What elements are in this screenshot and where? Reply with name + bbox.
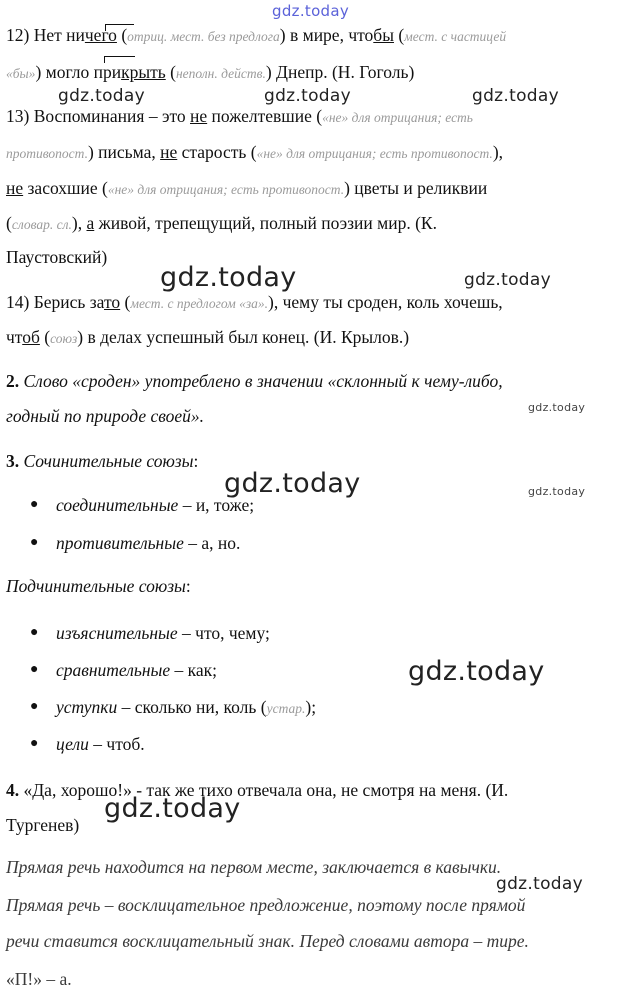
underlined-text: не <box>6 178 24 198</box>
watermark: gdz.today <box>264 86 351 106</box>
text: ); <box>305 697 317 717</box>
explanation-line-1: Прямая речь находится на первом месте, заключается в кавычки. <box>6 857 502 877</box>
text: – что, чему; <box>177 623 270 643</box>
heading: Сочинительные союзы <box>19 451 194 471</box>
text: ( <box>120 292 131 312</box>
grammar-note: мест. с предлогом «за». <box>130 296 268 311</box>
grammar-note: словар. сл. <box>11 217 72 232</box>
watermark: gdz.today <box>496 874 583 894</box>
sentence-13-line-5 <box>6 246 107 268</box>
bullet-icon: ● <box>30 736 39 751</box>
task-number: 3. <box>6 451 20 471</box>
watermark: gdz.today <box>58 86 145 106</box>
task-3-heading <box>6 450 198 472</box>
grammar-note: «не» для отрицания; есть <box>322 110 473 125</box>
text: старость ( <box>177 142 257 162</box>
watermark: gdz.today <box>528 401 586 414</box>
grammar-note: «бы» <box>6 66 36 81</box>
text: – сколько ни, коль ( <box>117 697 267 717</box>
task-4-line-1 <box>6 779 508 801</box>
text: – чтоб. <box>88 734 145 754</box>
sentence-13-line-1 <box>6 105 473 129</box>
bullet-icon: ● <box>30 625 39 640</box>
prefix-mark <box>104 56 135 63</box>
term: изъяснительные <box>56 623 178 643</box>
scheme: «П!» – а. <box>6 969 72 989</box>
list-item <box>56 494 254 516</box>
sentence-number: 12) <box>6 25 34 45</box>
underlined-text: об <box>22 327 40 347</box>
term: уступки <box>56 697 118 717</box>
underlined-text: чего <box>84 25 117 45</box>
text: ) письма, <box>87 142 161 162</box>
term: соединительные <box>56 495 179 515</box>
watermark: gdz.today <box>472 86 559 106</box>
heading: Подчинительные союзы <box>6 576 186 596</box>
watermark: gdz.today <box>528 485 586 498</box>
term: противительные <box>56 533 184 553</box>
bullet-icon: ● <box>30 662 39 677</box>
text: ), чему ты сроден, коль хочешь, <box>268 292 503 312</box>
underlined-text: бы <box>373 25 394 45</box>
task-4-line-2 <box>6 814 79 836</box>
list-item <box>56 622 270 644</box>
text: ( <box>165 62 176 82</box>
grammar-note: мест. с частицей <box>404 29 507 44</box>
grammar-note: противопост. <box>6 146 88 161</box>
text: – и, тоже; <box>178 495 255 515</box>
sentence-number: 13) <box>6 106 34 126</box>
watermark: gdz.today <box>224 468 361 499</box>
sentence-number: 14) <box>6 292 34 312</box>
text: ) Днепр. (Н. Гоголь) <box>265 62 415 82</box>
underlined-text: не <box>190 106 208 126</box>
text: пожелтевшие ( <box>207 106 323 126</box>
text: годный по природе своей». <box>6 406 204 426</box>
term: цели <box>56 734 89 754</box>
sentence-12-line-2 <box>6 61 414 85</box>
explanation-line-3: речи ставится восклицательный знак. Перед словами автора – тире. <box>6 931 529 951</box>
sentence-13-line-4 <box>6 212 437 236</box>
grammar-note: «не» для отрицания; есть противопост. <box>107 182 345 197</box>
text: Нет ни <box>33 25 85 45</box>
grammar-note: «не» для отрицания; есть противопост. <box>256 146 493 161</box>
text: засохшие ( <box>23 178 108 198</box>
sentence-12-line-1 <box>6 24 506 48</box>
task-2-line-2 <box>6 405 204 427</box>
sentence-14-line-1 <box>6 291 503 315</box>
task-2-line-1 <box>6 370 503 392</box>
watermark: gdz.today <box>408 656 545 687</box>
text: чт <box>6 327 23 347</box>
list-item <box>56 532 240 554</box>
text: : <box>193 451 199 471</box>
text: Тургенев) <box>6 815 80 835</box>
task-number: 4. <box>6 780 20 800</box>
text: ) могло при <box>35 62 122 82</box>
text: – а, но. <box>183 533 241 553</box>
text: Слово «сроден» употреблено в значении «склонный к чему-либо, <box>19 371 503 391</box>
watermark-top: gdz.today <box>272 2 350 20</box>
underlined-text: не <box>160 142 178 162</box>
text: : <box>185 576 191 596</box>
watermark: gdz.today <box>104 793 241 824</box>
watermark: gdz.today <box>160 262 297 293</box>
text: ( <box>6 213 12 233</box>
grammar-note: союз <box>50 331 78 346</box>
sentence-13-line-2 <box>6 141 503 165</box>
text: Паустовский) <box>6 247 108 267</box>
text: – как; <box>170 660 218 680</box>
underlined-text: крыть <box>121 62 166 82</box>
list-item <box>56 659 217 681</box>
list-item <box>56 696 316 720</box>
grammar-note: неполн. действ. <box>175 66 266 81</box>
text: ), <box>71 213 87 233</box>
text: Воспоминания – это <box>33 106 191 126</box>
text: Берись за <box>33 292 104 312</box>
text: ) в делах успешный был конец. (И. Крылов.) <box>77 327 410 347</box>
text: живой, трепещущий, полный поэзии мир. (К. <box>94 213 437 233</box>
watermark: gdz.today <box>464 270 551 290</box>
bullet-icon: ● <box>30 699 39 714</box>
text: ), <box>492 142 504 162</box>
text: ( <box>393 25 405 45</box>
sentence-14-line-2 <box>6 326 409 350</box>
underlined-text: то <box>104 292 121 312</box>
term: сравнительные <box>56 660 171 680</box>
underlined-text: а <box>86 213 95 233</box>
text: «Да, хорошо!» - так же тихо отвечала она, не смотря на меня. (И. <box>19 780 509 800</box>
bullet-icon: ● <box>30 497 39 512</box>
list-item <box>56 733 145 755</box>
grammar-note: отриц. мест. без предлога <box>127 29 280 44</box>
subheading <box>6 575 191 597</box>
sentence-13-line-3 <box>6 177 487 201</box>
text: ( <box>116 25 128 45</box>
text: ( <box>39 327 51 347</box>
explanation-line-2: Прямая речь – восклицательное предложение, поэтому после прямой <box>6 895 526 915</box>
grammar-note: устар. <box>266 701 306 716</box>
text: ) в мире, что <box>279 25 374 45</box>
text: ) цветы и реликвии <box>344 178 488 198</box>
task-number: 2. <box>6 371 20 391</box>
morpheme-arc <box>105 24 134 31</box>
bullet-icon: ● <box>30 535 39 550</box>
